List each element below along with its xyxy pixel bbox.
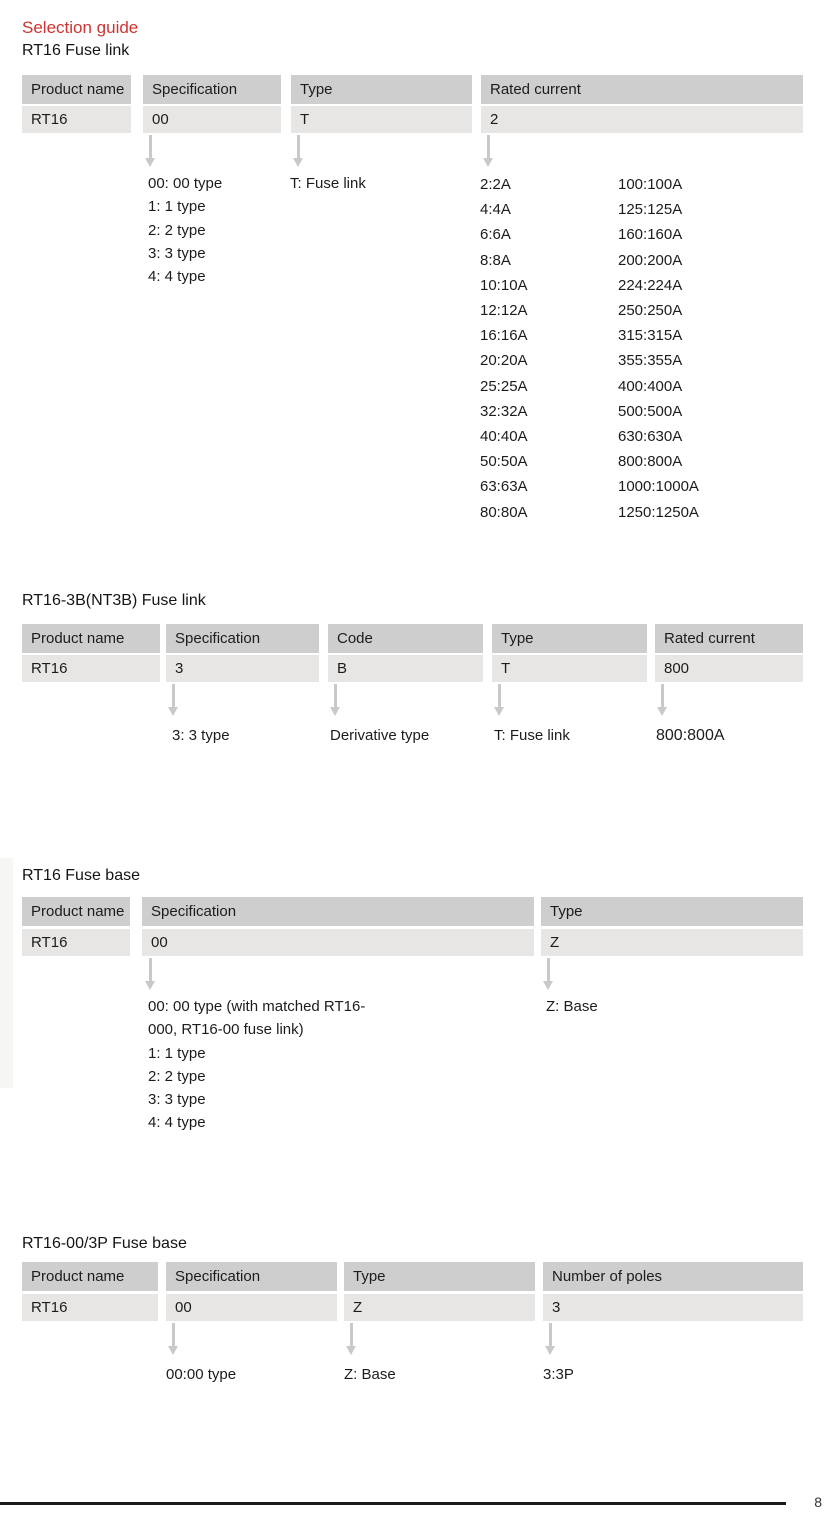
- value-cell-rated-current: 2: [481, 106, 803, 133]
- down-arrow-icon: [172, 684, 175, 707]
- option: 63:63A: [480, 478, 528, 496]
- option: 25:25A: [480, 377, 528, 395]
- option: 000, RT16-00 fuse link): [148, 1021, 304, 1039]
- down-arrow-icon: [149, 135, 152, 158]
- header-cell-product-name: Product name: [22, 897, 130, 926]
- option: 10:10A: [480, 276, 528, 294]
- value-cell-product-name: RT16: [22, 1294, 158, 1321]
- specification-note: 3: 3 type: [172, 727, 230, 744]
- down-arrow-icon: [487, 135, 490, 158]
- page-number: 8: [814, 1494, 822, 1510]
- value-cell-rated-current: 800: [655, 655, 803, 682]
- value-cell-product-name: RT16: [22, 655, 160, 682]
- option: 4: 4 type: [148, 1114, 206, 1132]
- specification-note: 00:00 type: [166, 1366, 237, 1383]
- option: 3: 3 type: [148, 244, 206, 262]
- header-cell-specification: Specification: [166, 624, 319, 653]
- header-cell-type: Type: [541, 897, 803, 926]
- option: 1000:1000A: [618, 478, 699, 496]
- section-heading-rt16-fuse-link: RT16 Fuse link: [22, 42, 130, 59]
- option: 125:125A: [618, 201, 683, 219]
- option: 00: 00 type (with matched RT16-: [148, 998, 366, 1015]
- down-arrow-icon: [334, 684, 337, 707]
- value-cell-specification: 3: [166, 655, 319, 682]
- code-note: Derivative type: [330, 727, 430, 744]
- option: 200:200A: [618, 251, 683, 269]
- option: 355:355A: [618, 352, 683, 370]
- option: 1: 1 type: [148, 198, 206, 216]
- option: 1: 1 type: [148, 1044, 206, 1062]
- option: 2: 2 type: [148, 221, 206, 239]
- option: 32:32A: [480, 402, 528, 420]
- footer-divider: [0, 1502, 786, 1505]
- option: 800:800A: [618, 453, 683, 471]
- header-cell-product-name: Product name: [22, 1262, 158, 1291]
- section-heading-rt16-003p-fuse-base: RT16-00/3P Fuse base: [22, 1235, 187, 1252]
- rated-current-options-col1: [480, 172, 528, 525]
- option: 80:80A: [480, 503, 528, 521]
- specification-options-list: [148, 172, 222, 288]
- option: 250:250A: [618, 302, 683, 320]
- down-arrow-icon: [149, 958, 152, 981]
- option: 4: 4 type: [148, 268, 206, 286]
- left-margin-strip: [0, 858, 13, 1088]
- value-cell-product-name: RT16: [22, 106, 131, 133]
- type-note: Z: Base: [344, 1366, 396, 1383]
- down-arrow-icon: [547, 958, 550, 981]
- value-cell-type: T: [291, 106, 472, 133]
- option: 6:6A: [480, 226, 511, 244]
- down-arrow-icon: [297, 135, 300, 158]
- type-option-note: T: Fuse link: [290, 175, 366, 192]
- header-cell-specification: Specification: [166, 1262, 337, 1291]
- rated-current-options-col2: [618, 172, 699, 525]
- value-cell-type: Z: [344, 1294, 535, 1321]
- down-arrow-icon: [498, 684, 501, 707]
- option: 315:315A: [618, 327, 683, 345]
- option: 2:2A: [480, 176, 511, 193]
- option: 224:224A: [618, 276, 683, 294]
- header-cell-product-name: Product name: [22, 624, 160, 653]
- page-title: Selection guide: [22, 18, 139, 37]
- option: 00: 00 type: [148, 175, 223, 192]
- option: 100:100A: [618, 176, 683, 193]
- value-cell-specification: 00: [143, 106, 281, 133]
- option: 20:20A: [480, 352, 528, 370]
- value-cell-code: B: [328, 655, 483, 682]
- header-cell-rated-current: Rated current: [655, 624, 803, 653]
- option: 12:12A: [480, 302, 528, 320]
- option: 40:40A: [480, 428, 528, 446]
- header-cell-number-of-poles: Number of poles: [543, 1262, 803, 1291]
- option: 50:50A: [480, 453, 528, 471]
- section-heading-rt16-fuse-base: RT16 Fuse base: [22, 867, 140, 884]
- option: 3: 3 type: [148, 1091, 206, 1109]
- down-arrow-icon: [661, 684, 664, 707]
- value-cell-specification: 00: [166, 1294, 337, 1321]
- header-cell-type: Type: [344, 1262, 535, 1291]
- section-heading-rt16-3b-fuse-link: RT16-3B(NT3B) Fuse link: [22, 592, 206, 609]
- option: 1250:1250A: [618, 503, 699, 521]
- header-cell-code: Code: [328, 624, 483, 653]
- option: 4:4A: [480, 201, 511, 219]
- type-note: T: Fuse link: [494, 727, 570, 744]
- down-arrow-icon: [549, 1323, 552, 1346]
- option: 630:630A: [618, 428, 683, 446]
- value-cell-product-name: RT16: [22, 929, 130, 956]
- value-cell-type: Z: [541, 929, 803, 956]
- header-cell-type: Type: [291, 75, 472, 104]
- option: 400:400A: [618, 377, 683, 395]
- poles-note: 3:3P: [543, 1366, 574, 1383]
- down-arrow-icon: [350, 1323, 353, 1346]
- header-cell-rated-current: Rated current: [481, 75, 803, 104]
- option: 2: 2 type: [148, 1067, 206, 1085]
- value-cell-type: T: [492, 655, 647, 682]
- option: 160:160A: [618, 226, 683, 244]
- value-cell-number-of-poles: 3: [543, 1294, 803, 1321]
- option: 16:16A: [480, 327, 528, 345]
- value-cell-specification: 00: [142, 929, 534, 956]
- header-cell-product-name: Product name: [22, 75, 131, 104]
- option: 8:8A: [480, 251, 511, 269]
- header-cell-specification: Specification: [143, 75, 281, 104]
- down-arrow-icon: [172, 1323, 175, 1346]
- rated-current-note: 800:800A: [656, 727, 725, 744]
- type-option-note: Z: Base: [546, 998, 598, 1015]
- header-cell-specification: Specification: [142, 897, 534, 926]
- specification-options-list: [148, 995, 365, 1135]
- header-cell-type: Type: [492, 624, 647, 653]
- option: 500:500A: [618, 402, 683, 420]
